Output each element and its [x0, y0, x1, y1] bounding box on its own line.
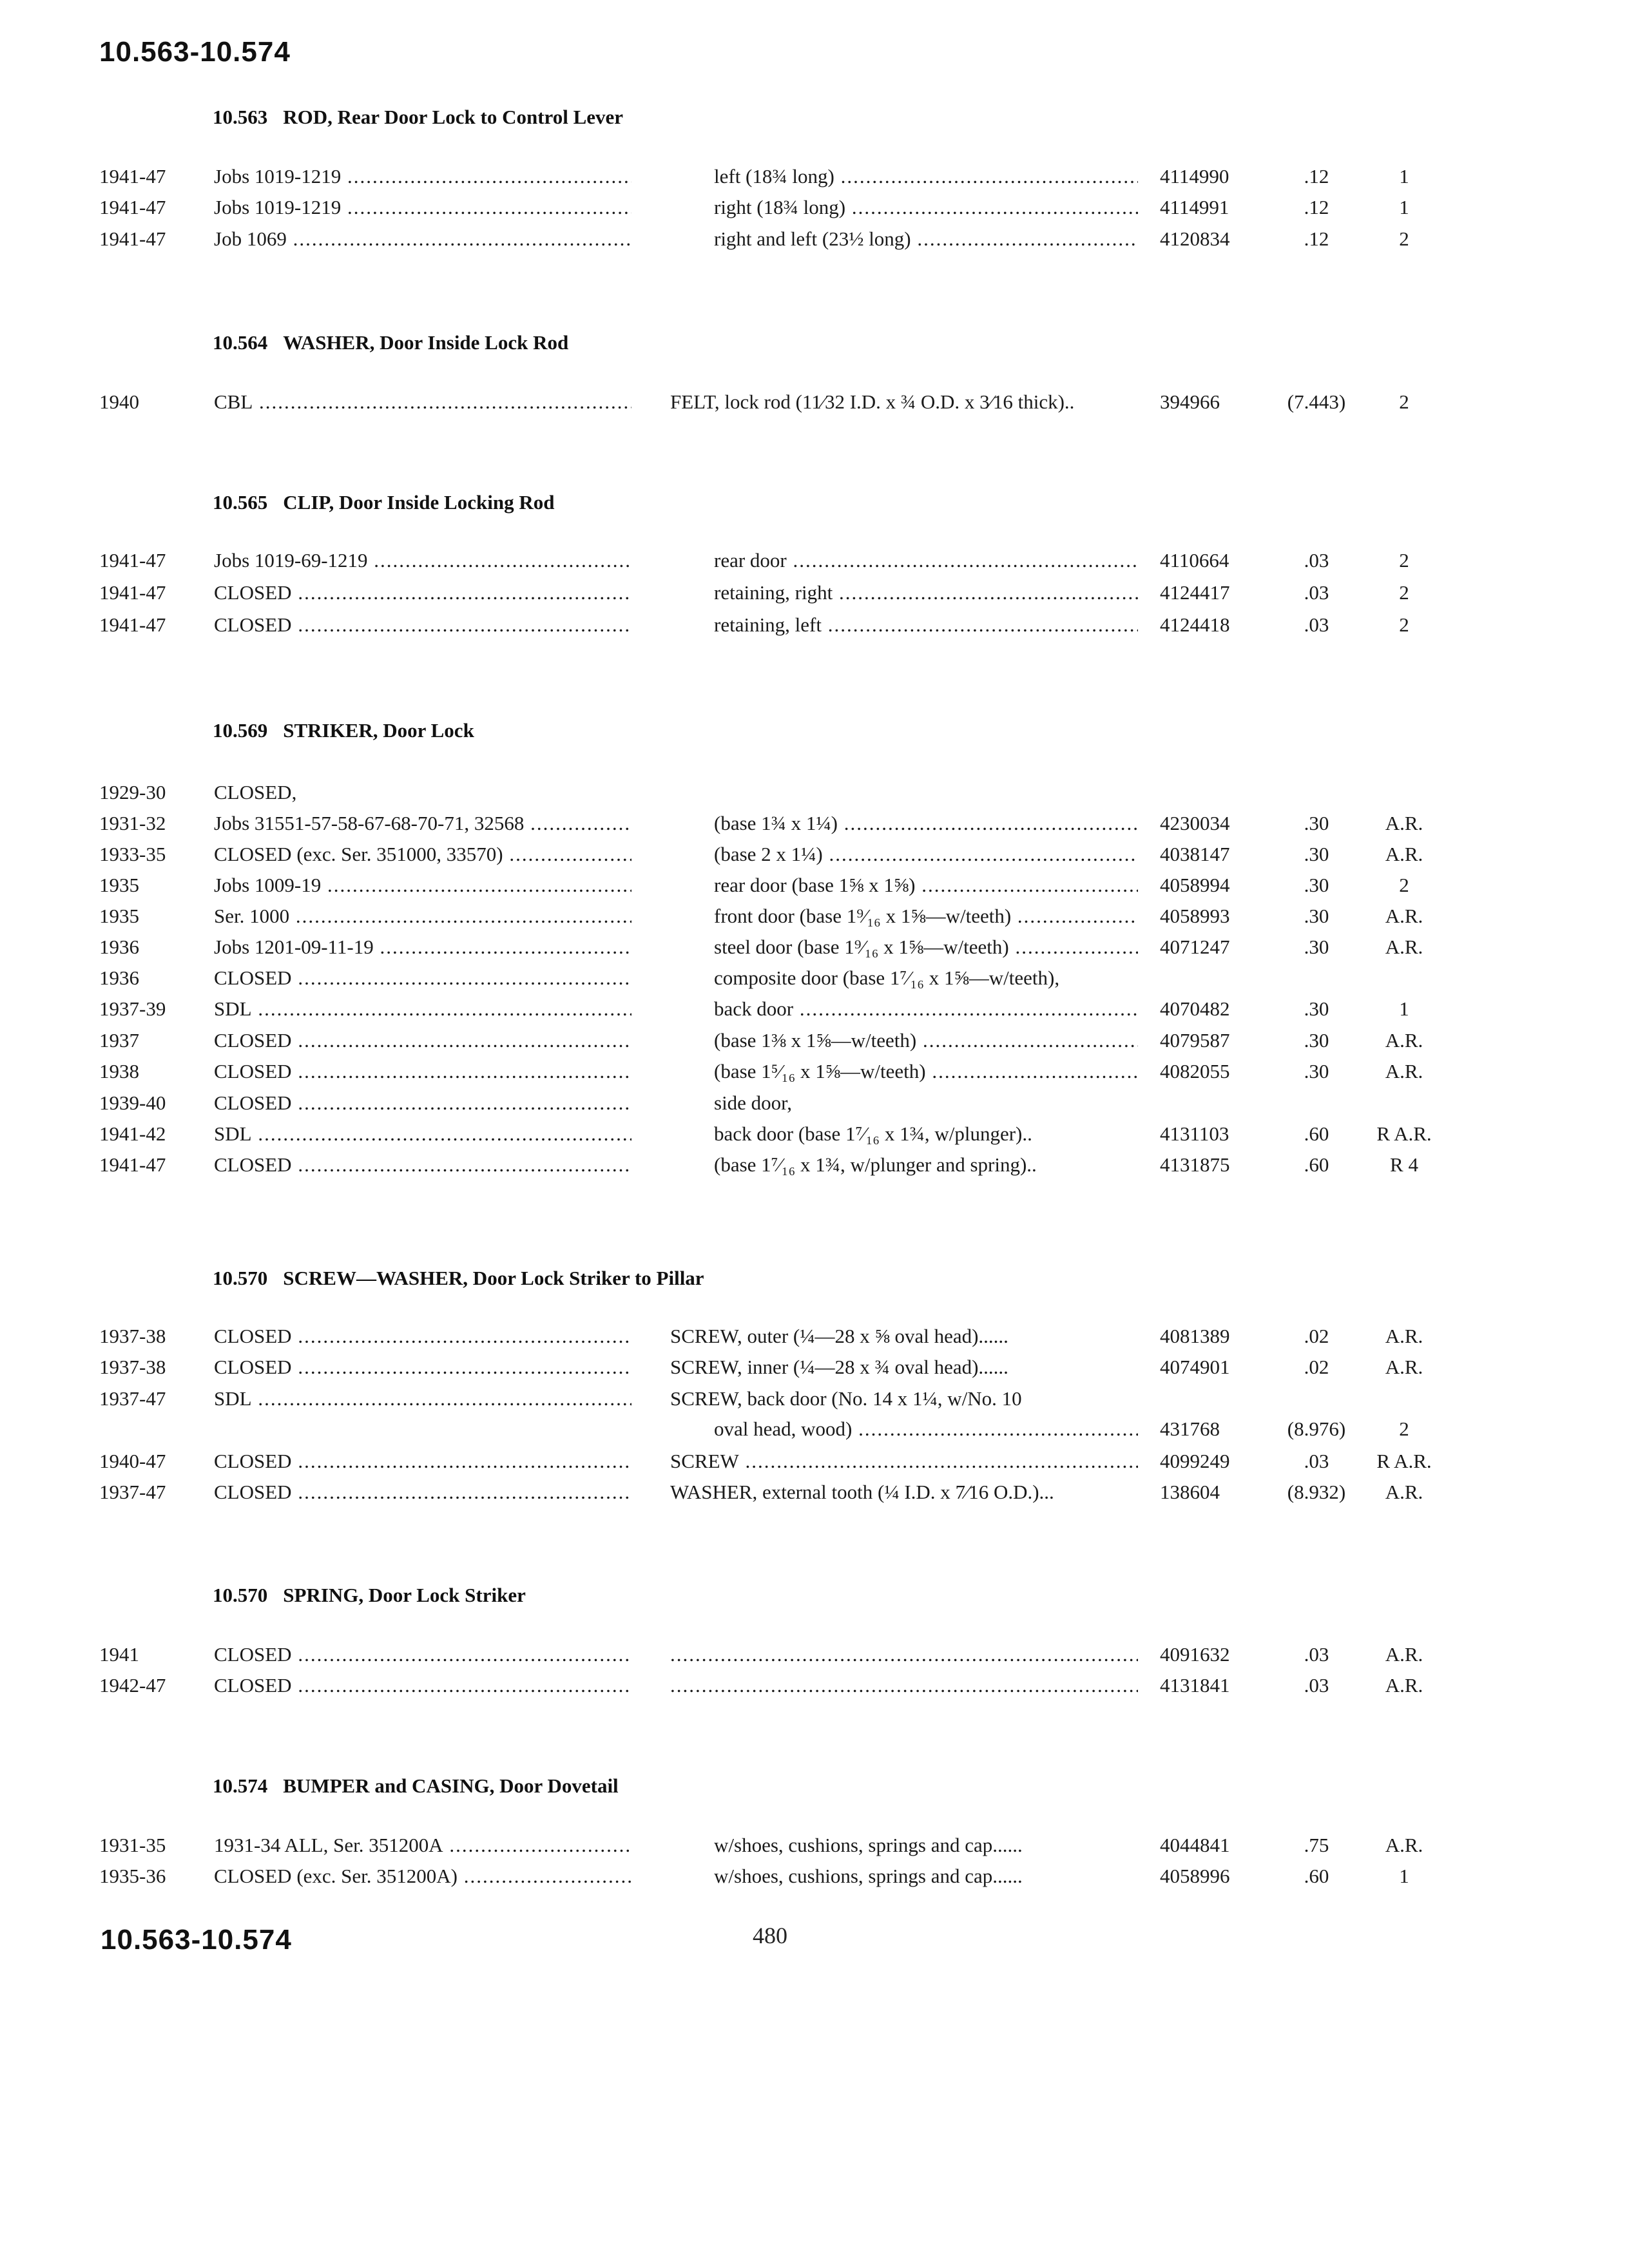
year-cell: 1935 [99, 874, 139, 896]
section-heading [213, 331, 568, 354]
quantity-cell: A.R. [1385, 936, 1423, 958]
part-number-cell: 4120834 [1160, 227, 1230, 250]
quantity-cell: 2 [1399, 227, 1409, 250]
part-number-cell: 4038147 [1160, 843, 1230, 865]
table-row [0, 1029, 1629, 1056]
table-row [0, 1450, 1629, 1477]
year-cell: 1941-47 [99, 227, 166, 250]
quantity-cell: A.R. [1385, 1643, 1423, 1666]
price-cell: .30 [1304, 1060, 1329, 1082]
part-number-cell: 4131103 [1160, 1122, 1229, 1145]
description-cell: WASHER, external tooth (¼ I.D. x 7⁄16 O.D.)... [670, 1481, 1054, 1503]
part-number-cell: 4114991 [1160, 196, 1229, 218]
quantity-cell: A.R. [1385, 1325, 1423, 1347]
table-row [0, 227, 1629, 255]
price-cell: .60 [1304, 1865, 1329, 1887]
description-cell: right and left (23½ long) ..... [714, 227, 1138, 251]
table-row [0, 905, 1629, 932]
description-cell: back door ..... [714, 997, 1138, 1021]
section-heading [213, 106, 623, 129]
price-cell: .02 [1304, 1325, 1329, 1347]
price-cell: .60 [1304, 1153, 1329, 1176]
quantity-cell: 2 [1399, 549, 1409, 572]
price-cell: (8.932) [1287, 1481, 1346, 1503]
quantity-cell: 1 [1399, 997, 1409, 1020]
quantity-cell: A.R. [1385, 812, 1423, 834]
application-cell: Jobs 31551-57-58-67-68-70-71, 32568 ..... [214, 812, 631, 835]
year-cell: 1938 [99, 1060, 139, 1082]
year-cell: 1941-47 [99, 196, 166, 218]
section-title: SPRING, Door Lock Striker [283, 1584, 526, 1606]
part-number-cell: 4074901 [1160, 1356, 1230, 1378]
page-footer-range: 10.563-10.574 [101, 1924, 292, 1956]
year-cell: 1931-35 [99, 1834, 166, 1856]
description-cell: front door (base 1⁹⁄₁₆ x 1⅝—w/teeth) ..... [714, 905, 1138, 928]
application-cell: Jobs 1019-1219 ..... [214, 165, 631, 188]
table-row [0, 1060, 1629, 1087]
table-row [0, 812, 1629, 839]
description-cell: (base 1⁷⁄₁₆ x 1¾, w/plunger and spring).. [714, 1153, 1037, 1176]
year-cell: 1935 [99, 905, 139, 927]
quantity-cell: 1 [1399, 165, 1409, 187]
price-cell: .03 [1304, 613, 1329, 636]
part-number-cell: 4114990 [1160, 165, 1229, 187]
quantity-cell: 2 [1399, 390, 1409, 413]
table-row [0, 843, 1629, 870]
table-row [0, 997, 1629, 1024]
description-cell: oval head, wood) ..... [714, 1418, 1138, 1441]
part-number-cell: 4070482 [1160, 997, 1230, 1020]
quantity-cell: R A.R. [1376, 1450, 1432, 1472]
description-cell: SCREW, inner (¼—28 x ¾ oval head)...... [670, 1356, 1008, 1378]
description-cell: side door, [714, 1091, 793, 1114]
year-cell: 1929-30 [99, 781, 166, 803]
application-cell: SDL ..... [214, 997, 631, 1021]
section-title: BUMPER and CASING, Door Dovetail [283, 1774, 619, 1797]
year-cell: 1941-47 [99, 613, 166, 636]
page-number: 480 [753, 1923, 787, 1948]
section-number: 10.570 [213, 1584, 268, 1606]
part-number-cell: 4058996 [1160, 1865, 1230, 1887]
part-number-cell: 4081389 [1160, 1325, 1230, 1347]
description-cell [670, 1643, 1138, 1666]
quantity-cell: A.R. [1385, 843, 1423, 865]
application-cell: CLOSED ..... [214, 1356, 631, 1379]
quantity-cell: A.R. [1385, 1674, 1423, 1696]
description-cell: w/shoes, cushions, springs and cap...... [714, 1865, 1023, 1887]
part-number-cell: 4058994 [1160, 874, 1230, 896]
application-cell: CLOSED ..... [214, 1060, 631, 1083]
year-cell: 1935-36 [99, 1865, 166, 1887]
description-cell: right (18¾ long) ..... [714, 196, 1138, 219]
price-cell: .03 [1304, 1674, 1329, 1696]
table-row [0, 165, 1629, 192]
description-cell: rear door ..... [714, 549, 1138, 572]
description-cell [670, 1674, 1138, 1697]
quantity-cell: A.R. [1385, 1834, 1423, 1856]
application-cell: Jobs 1019-69-1219 ..... [214, 549, 631, 572]
part-number-cell: 4230034 [1160, 812, 1230, 834]
part-number-cell: 4099249 [1160, 1450, 1230, 1472]
table-row [0, 874, 1629, 901]
year-cell: 1937-38 [99, 1325, 166, 1347]
table-row [0, 1091, 1629, 1119]
year-cell: 1931-32 [99, 812, 166, 834]
application-cell: CLOSED ..... [214, 1325, 631, 1348]
application-cell: CLOSED (exc. Ser. 351200A) ..... [214, 1865, 631, 1888]
part-number-cell: 4110664 [1160, 549, 1229, 572]
quantity-cell: 2 [1399, 581, 1409, 604]
quantity-cell: R A.R. [1376, 1122, 1432, 1145]
table-row [0, 966, 1629, 994]
quantity-cell: R 4 [1390, 1153, 1418, 1176]
section-title: WASHER, Door Inside Lock Rod [283, 331, 569, 354]
price-cell: .30 [1304, 1029, 1329, 1052]
price-cell: .30 [1304, 905, 1329, 927]
section-heading [213, 491, 554, 514]
price-cell: .03 [1304, 1643, 1329, 1666]
section-heading [213, 1267, 704, 1290]
table-row [0, 1122, 1629, 1149]
price-cell: .03 [1304, 549, 1329, 572]
application-cell: CLOSED ..... [214, 966, 631, 990]
year-cell: 1933-35 [99, 843, 166, 865]
table-row [0, 781, 1629, 808]
table-row [0, 936, 1629, 963]
quantity-cell: A.R. [1385, 1481, 1423, 1503]
application-cell: 1931-34 ALL, Ser. 351200A ..... [214, 1834, 631, 1857]
year-cell: 1939-40 [99, 1091, 166, 1114]
description-cell: steel door (base 1⁹⁄₁₆ x 1⅝—w/teeth) ..... [714, 936, 1138, 959]
application-cell: Job 1069 ..... [214, 227, 631, 251]
price-cell: .12 [1304, 165, 1329, 187]
part-number-cell: 4124418 [1160, 613, 1230, 636]
table-row [0, 1387, 1629, 1414]
section-heading [213, 1774, 619, 1798]
price-cell: .30 [1304, 812, 1329, 834]
year-cell: 1940-47 [99, 1450, 166, 1472]
quantity-cell: 2 [1399, 613, 1409, 636]
price-cell: .12 [1304, 196, 1329, 218]
part-number-cell: 4079587 [1160, 1029, 1230, 1052]
section-number: 10.563 [213, 106, 268, 128]
table-row [0, 1153, 1629, 1180]
price-cell: .30 [1304, 936, 1329, 958]
price-cell: .75 [1304, 1834, 1329, 1856]
year-cell: 1942-47 [99, 1674, 166, 1696]
description-cell: SCREW, outer (¼—28 x ⅝ oval head)...... [670, 1325, 1008, 1347]
quantity-cell: 2 [1399, 874, 1409, 896]
application-cell: Jobs 1009-19 ..... [214, 874, 631, 897]
year-cell: 1941-42 [99, 1122, 166, 1145]
year-cell: 1941-47 [99, 549, 166, 572]
section-number: 10.564 [213, 331, 268, 354]
table-row [0, 1356, 1629, 1383]
price-cell: (8.976) [1287, 1418, 1346, 1440]
price-cell: (7.443) [1287, 390, 1346, 413]
section-title: SCREW—WASHER, Door Lock Striker to Pillar [283, 1267, 704, 1289]
price-cell: .30 [1304, 874, 1329, 896]
application-cell: CLOSED ..... [214, 1643, 631, 1666]
description-cell: retaining, left ..... [714, 613, 1138, 637]
part-number-cell: 4124417 [1160, 581, 1230, 604]
description-cell: (base 1⅜ x 1⅝—w/teeth) ..... [714, 1029, 1138, 1052]
description-cell: (base 1¾ x 1¼) ..... [714, 812, 1138, 835]
part-number-cell: 431768 [1160, 1418, 1220, 1440]
section-title: STRIKER, Door Lock [283, 719, 474, 742]
application-cell: CBL ..... [214, 390, 631, 414]
description-cell: SCREW, back door (No. 14 x 1¼, w/No. 10 [670, 1387, 1022, 1410]
table-row [0, 1865, 1629, 1892]
price-cell: .03 [1304, 1450, 1329, 1472]
table-row [0, 1834, 1629, 1861]
year-cell: 1941-47 [99, 581, 166, 604]
application-cell: CLOSED ..... [214, 1029, 631, 1052]
part-number-cell: 4131841 [1160, 1674, 1230, 1696]
table-row [0, 1325, 1629, 1352]
application-cell: CLOSED ..... [214, 1153, 631, 1177]
table-row [0, 1643, 1629, 1670]
year-cell: 1941-47 [99, 165, 166, 187]
description-cell: composite door (base 1⁷⁄₁₆ x 1⅝—w/teeth), [714, 966, 1060, 989]
description-cell: left (18¾ long) ..... [714, 165, 1138, 188]
description-cell: SCREW ..... [670, 1450, 1138, 1473]
table-row [0, 1674, 1629, 1701]
section-number: 10.565 [213, 491, 268, 514]
table-row [0, 1481, 1629, 1508]
table-row [0, 613, 1629, 640]
quantity-cell: A.R. [1385, 905, 1423, 927]
part-number-cell: 4071247 [1160, 936, 1230, 958]
application-cell: CLOSED ..... [214, 1481, 631, 1504]
page-header-range: 10.563-10.574 [99, 36, 291, 68]
section-title: CLIP, Door Inside Locking Rod [283, 491, 555, 514]
quantity-cell: A.R. [1385, 1060, 1423, 1082]
description-cell: FELT, lock rod (11⁄32 I.D. x ¾ O.D. x 3⁄16 thick).. [670, 390, 1075, 413]
price-cell: .12 [1304, 227, 1329, 250]
part-number-cell: 4058993 [1160, 905, 1230, 927]
application-cell: Jobs 1201-09-11-19 ..... [214, 936, 631, 959]
year-cell: 1937-47 [99, 1387, 166, 1410]
table-row [0, 196, 1629, 223]
price-cell: .02 [1304, 1356, 1329, 1378]
section-number: 10.574 [213, 1774, 268, 1797]
price-cell: .30 [1304, 843, 1329, 865]
part-number-cell: 4131875 [1160, 1153, 1230, 1176]
price-cell: .30 [1304, 997, 1329, 1020]
application-cell: CLOSED, [214, 781, 297, 803]
description-cell: (base 2 x 1¼) ..... [714, 843, 1138, 866]
application-cell: SDL ..... [214, 1122, 631, 1146]
table-row [0, 581, 1629, 608]
year-cell: 1936 [99, 936, 139, 958]
application-cell: CLOSED ..... [214, 1091, 631, 1115]
year-cell: 1936 [99, 966, 139, 989]
application-cell: CLOSED (exc. Ser. 351000, 33570) ..... [214, 843, 631, 866]
section-number: 10.569 [213, 719, 268, 742]
application-cell: Jobs 1019-1219 ..... [214, 196, 631, 219]
price-cell: .03 [1304, 581, 1329, 604]
application-cell: CLOSED ..... [214, 1450, 631, 1473]
part-number-cell: 394966 [1160, 390, 1220, 413]
part-number-cell: 138604 [1160, 1481, 1220, 1503]
section-heading [213, 1584, 526, 1607]
part-number-cell: 4082055 [1160, 1060, 1230, 1082]
table-row [0, 390, 1629, 418]
part-number-cell: 4044841 [1160, 1834, 1230, 1856]
quantity-cell: A.R. [1385, 1356, 1423, 1378]
section-title: ROD, Rear Door Lock to Control Lever [283, 106, 624, 128]
year-cell: 1941-47 [99, 1153, 166, 1176]
year-cell: 1937-39 [99, 997, 166, 1020]
application-cell: CLOSED ..... [214, 581, 631, 604]
table-row [0, 549, 1629, 576]
description-cell: rear door (base 1⅝ x 1⅝) ..... [714, 874, 1138, 897]
year-cell: 1940 [99, 390, 139, 413]
quantity-cell: 1 [1399, 196, 1409, 218]
description-cell: back door (base 1⁷⁄₁₆ x 1¾, w/plunger).. [714, 1122, 1032, 1145]
application-cell: CLOSED ..... [214, 613, 631, 637]
price-cell: .60 [1304, 1122, 1329, 1145]
year-cell: 1937-38 [99, 1356, 166, 1378]
section-heading [213, 719, 474, 742]
application-cell: CLOSED ..... [214, 1674, 631, 1697]
quantity-cell: A.R. [1385, 1029, 1423, 1052]
year-cell: 1937-47 [99, 1481, 166, 1503]
description-cell: w/shoes, cushions, springs and cap...... [714, 1834, 1023, 1856]
quantity-cell: 2 [1399, 1418, 1409, 1440]
description-cell: (base 1⁵⁄₁₆ x 1⅝—w/teeth) ..... [714, 1060, 1138, 1083]
description-cell: retaining, right ..... [714, 581, 1138, 604]
part-number-cell: 4091632 [1160, 1643, 1230, 1666]
quantity-cell: 1 [1399, 1865, 1409, 1887]
year-cell: 1941 [99, 1643, 139, 1666]
table-row [0, 1418, 1629, 1445]
application-cell: SDL ..... [214, 1387, 631, 1410]
section-number: 10.570 [213, 1267, 268, 1289]
year-cell: 1937 [99, 1029, 139, 1052]
application-cell: Ser. 1000 ..... [214, 905, 631, 928]
